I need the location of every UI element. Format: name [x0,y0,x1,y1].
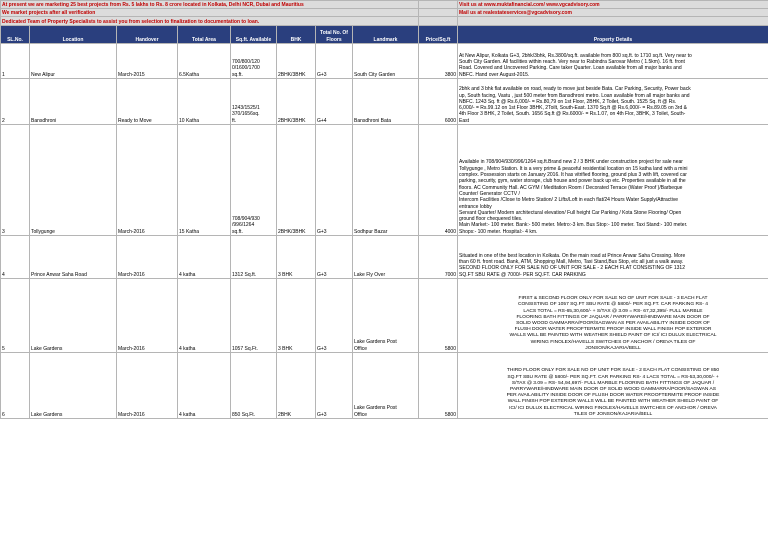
cell-landmark: Lake Fly Over [353,236,419,279]
cell-bhk: 3 BHK [277,279,316,353]
cell-bhk: 2BHK/3BHK [277,44,316,79]
cell-handover: March-2016 [117,125,178,236]
cell-handover: March-2016 [117,279,178,353]
cell-landmark: Bansdhroni Bata [353,79,419,125]
cell-sl: 5 [1,279,30,353]
cell-landmark: South City Garden [353,44,419,79]
col-handover: Handover [117,26,178,44]
col-landmark: Landmark [353,26,419,44]
cell-location: Tollygunge [30,125,117,236]
col-location: Location [30,26,117,44]
cell-sl: 4 [1,236,30,279]
cell-price: 4000 [419,125,458,236]
cell-landmark: Sodhpur Bazar [353,125,419,236]
col-floors: Total No. Of Floors [316,26,353,44]
col-total-area: Total Area [178,26,231,44]
table-row [1,125,768,236]
cell-floors: G+3 [316,353,353,419]
table-row [1,353,768,419]
table-row [1,44,768,79]
cell-price: 6000 [419,79,458,125]
cell-location: Lake Gardens [30,279,117,353]
col-sqft-available: Sq.ft. Available [231,26,277,44]
cell-sl: 1 [1,44,30,79]
header-mail-address: Mail us at realestateservices@vgcadvisory.com [458,9,768,17]
column-header-row [1,26,768,44]
cell-details: THIRD FLOOR ONLY FOR SALE NO OF UNIT FOR SALE - 2 EACH FLAT CONSISTING OF 850 SQ.FT SBU RATE @ 5800/- PER SQ.FT. CAR PARKING RS- 4 LACS TOTAL = RS-53,30,000/- + S/TAX @ 3.09 = RS- 54,94,697/- FULL MARBLE FLOORING BATH FITTINGS OF JAQUAR / PARRYWARE/HINDWARE MAIN DOOR OF SOLID WOOD GAMMARRA/POOR/SAGWAN AS PER AVAILABILITY INSIDE DOOR OF FLUSH DOOR WATER PROOFTERMITE PROOF INSIDE WALL FINISH POP EXTERIOR WALLS WILL BE PAINTED WITH WEATHER SHIELD PAINT OF ICI/ ICI DULUX ELECTRICAL WIRING FINOLEX/HAVELLS SWITCHES OF ANCHOR / OREVA TILES OF JONSON/KAJARIA/BELL [458,353,768,419]
cell-floors: G+4 [316,79,353,125]
cell-sl: 6 [1,353,30,419]
cell-price: 5800 [419,353,458,419]
cell-area: 4 katha [178,236,231,279]
cell-landmark: Lake Gardens Post Office [353,279,419,353]
cell-bhk: 2BHK [277,353,316,419]
cell-price: 3800 [419,44,458,79]
cell-price: 7000 [419,236,458,279]
header-visit-website: Visit us at www.muktafinancial.com/ www.vgcadvisory.com [458,1,768,9]
cell-details: 2bhk and 3 bhk flat available on road, ready to move just beside Bata. Car Parking, Security, Power back up, South facing, Vastu , just 500 meter from Bansdhroni metro. Loan available from all major banks and NBFC. 1243 Sq. ft @ Rs.6,000/- = Rs.80,79 on 1st Floor, 2BHK, 2 Toilet, South. 1525 Sq. ft @ Rs. 6,000/- = Rs.99.12 on 1st Floor 3BHK, 2Toilt, South-East. 1370 Sq.ft @ Rs.6,000/- = Rs.89.05 on 3rd & 4th Floor 3 BHK, 2 Toilet, South. 1656 Sq.ft @ Rs.6000/- = Rs.1.07, on 4th Flor, 3BHK, 3 Toilet, South- East [458,79,768,125]
cell-area: 4 katha [178,353,231,419]
table-row [1,79,768,125]
cell-area: 15 Katha [178,125,231,236]
cell-sl: 3 [1,125,30,236]
cell-floors: G+3 [316,125,353,236]
cell-sqft: 700/800/120 0/1600/1700 sq.ft. [231,44,277,79]
cell-sqft: 1312 Sq.ft. [231,236,277,279]
cell-details: FIRST & SECOND FLOOR ONLY FOR SALE NO OF UNIT FOR SALE - 3 EACH FLAT CONSISTING OF 1057 SQ.FT SBU RATE @ 5800/- PER SQ.FT. CAR PARKING RS- 4 LACS TOTAL = RS-65,30,600/- + S/TAX @ 3.09 = RS- 67,32,395/- FULL MARBLE FLOORING BATH FITTINGS OF JAQUAR / PARRYWARE/HINDWARE MAIN DOOR OF SOLID WOOD GAMMARRA/POOR/SAGWAN AS PER AVAILABILITY INSIDE DOOR OF FLUSH DOOR WATER PROOFTERMITE PROOF INSIDE WALL FINISH POP EXTERIOR WALLS WILL BE PAINTED WITH WEATHER SHIELD PAINT OF ICI/ ICI DULUX ELECTRICAL WIRING FINOLEX/HAVELLS SWITCHES OF ANCHOR / OREVA TILES OF JONSON/KAJARIA/BELL [458,279,768,353]
cell-location: New Alipur [30,44,117,79]
col-property-details: Property Details [458,26,768,44]
cell-sqft: 1243/1525/1 370/1656sq. ft. [231,79,277,125]
header-team-note: Dedicated Team of Property Specialists to assist you from selection to finalization to documentation to loan. [1,17,419,26]
header-banner-projects: At present we are marketing 25 best projects from Rs. 5 lakhs to Rs. 8 crore located in Kolkata, Delhi NCR, Dubai and Mauritius [1,1,419,9]
cell-bhk: 2BHK/3BHK [277,79,316,125]
table-row [1,236,768,279]
cell-sqft: 1057 Sq.Ft. [231,279,277,353]
cell-handover: March-2016 [117,236,178,279]
header-verification-note: We market projects after all verification [1,9,419,17]
cell-details: Situated in one of the best location in Kolkata. On the main road at Prince Anwar Saha Crossing. More than 60 ft. front road. Bank, ATM, Shopping Mall, Metro, Taxi Stand,Bus Stop, etc all just a walk away. SECOND FLOOR ONLY FOR SALE NO OF UNIT FOR SALE - 2 EACH FLAT CONSISTING OF 1312 SQ.FT SBU RATE @ 7000/- PER SQ.FT. CAR PARKING [458,236,768,279]
cell-location: Lake Gardens [30,353,117,419]
cell-floors: G+3 [316,236,353,279]
cell-location: Bansdhroni [30,79,117,125]
cell-floors: G+3 [316,279,353,353]
col-sl-no: SL.No. [1,26,30,44]
cell-area: 4 katha [178,279,231,353]
cell-handover: Ready to Move [117,79,178,125]
cell-handover: March-2016 [117,353,178,419]
cell-location: Prince Anwar Saha Road [30,236,117,279]
cell-details: At New Alipur, Kolkata G+3, 2bhk/3bhk, Rs.3800/sq.ft. available from 800 sq.ft. to 1710 sq.ft. Very near to South City Garden. All facilities within reach. Very near to Rabindra Sarovar Metro ( 1.5km). 16 ft. front Road. Covered and Uncovered Parking. Care taker Quarter. Loan available from all major banks and NBFC. Hand over August-2015. [458,44,768,79]
col-price: Price/Sq.ft [419,26,458,44]
cell-bhk: 3 BHK [277,236,316,279]
cell-landmark: Lake Gardens Post Office [353,353,419,419]
cell-area: 10 Katha [178,79,231,125]
table-row [1,279,768,353]
cell-sqft: 708/904/930 /996/1264 sq.ft. [231,125,277,236]
cell-price: 5800 [419,279,458,353]
cell-floors: G+3 [316,44,353,79]
col-bhk: BHK [277,26,316,44]
cell-sqft: 850 Sq.Ft. [231,353,277,419]
cell-sl: 2 [1,79,30,125]
cell-details: Available in 708/904/930/996/1264 sq.ft.Brand new 2 / 3 BHK under construction project for sale near Tollygunge , Metro Station. It is a very prime & peaceful residential location on 15 katha land with a mini complex. Possession starts on January 2016. It has vitrified flooring, ground plus 3 with lift, covered car parking, security, gym, water storage, club house and power back up etc. Properties available in all the floors. AC Community Hall. AC GYM / Meditation Room / Decorated Terrace (Water Proof )/Barbeque Counter/ Generator CCTV / Intercom Facilities /Close to Metro Station/ 2 Lifts/Loft in each flat/24 Hours Water Supply/Attractive entrance lobby Servant Quarter/ Modern architectural elevation/ Full height Car Parking / Kota Stone Flooring/ Open ground floor chequered tiles. Main Market:- 100 meter. Bank:- 500 meter. Metro:-3 km. Bus Stop:- 100 meter. Taxi Stand:- 100 meter. Shops:- 100 meter. Hospital:- 4 km. [458,125,768,236]
cell-bhk: 2BHK/3BHK [277,125,316,236]
cell-area: 6.5Katha [178,44,231,79]
cell-handover: March-2015 [117,44,178,79]
